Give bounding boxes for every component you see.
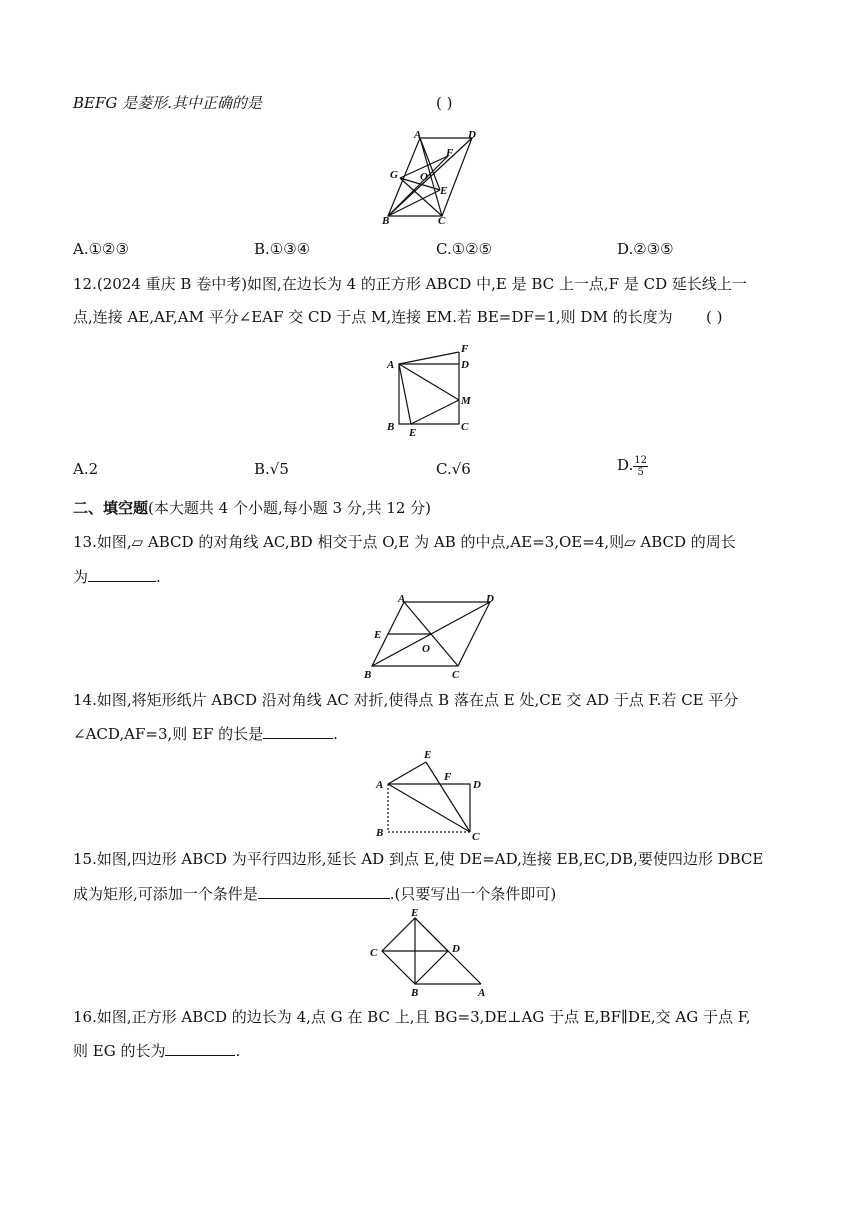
q14-label-d: D — [473, 779, 481, 791]
q14-answer-blank[interactable] — [263, 722, 333, 739]
q11-label-o: O — [420, 171, 428, 183]
q11-label-g: G — [390, 169, 398, 181]
q11-label-e: E — [440, 185, 448, 197]
q12-label-e: E — [409, 427, 417, 439]
q12-label-f: F — [461, 343, 469, 355]
q15-stem-line1: 15.如图,四边形 ABCD 为平行四边形,延长 AD 到点 E,使 DE=AD,连接 EB,EC,DB,要使四边形 DBCE — [73, 850, 764, 868]
q15-label-a: A — [478, 987, 486, 999]
q12-label-c: C — [461, 421, 469, 433]
q13-label-d: D — [486, 593, 494, 605]
q15-figure — [368, 906, 498, 998]
q13-stem-line2: 为 . — [73, 565, 161, 588]
q14-label-c: C — [472, 831, 480, 843]
q13-label-c: C — [452, 669, 460, 681]
q12-option-c: C.√6 — [436, 460, 471, 478]
q11-label-d: D — [468, 129, 476, 141]
q12-option-a: A.2 — [73, 460, 99, 478]
q15-label-e: E — [411, 907, 419, 919]
q12-stem-line2: 点,连接 AE,AF,AM 平分∠EAF 交 CD 于点 M,连接 EM.若 BE=DF=1,则 DM 的长度为 — [73, 308, 673, 326]
q11-figure — [380, 128, 490, 226]
q13-label-e: E — [374, 629, 382, 641]
q12-option-d-denominator: 5 — [637, 466, 644, 478]
q16-stem-line1: 16.如图,正方形 ABCD 的边长为 4,点 G 在 BC 上,且 BG=3,DE⊥AG 于点 E,BF∥DE,交 AG 于点 F, — [73, 1008, 751, 1026]
q11-label-a: A — [414, 129, 422, 141]
q12-option-d: D. $\frac{12}{5}$ — [617, 454, 647, 478]
q15-label-c: C — [370, 947, 378, 959]
q13-label-a: A — [398, 593, 406, 605]
q13-stem-line1: 13.如图,▱ ABCD 的对角线 AC,BD 相交于点 O,E 为 AB 的中点,AE=3,OE=4,则▱ ABCD 的周长 — [73, 533, 736, 551]
q16-answer-blank[interactable] — [165, 1039, 235, 1056]
q13-answer-blank[interactable] — [88, 565, 156, 582]
q15-stem-line2: 成为矩形,可添加一个条件是 .(只要写出一个条件即可) — [73, 882, 556, 905]
q12-label-m: M — [461, 395, 471, 407]
q11-option-a: A.①②③ — [73, 240, 129, 258]
q15-label-d: D — [452, 943, 460, 955]
q14-figure — [374, 748, 494, 843]
q12-label-d: D — [461, 359, 469, 371]
q15-answer-blank[interactable] — [258, 882, 390, 899]
q14-label-b: B — [376, 827, 384, 839]
q12-figure — [385, 342, 485, 440]
q11-option-b: B.①③④ — [254, 240, 311, 258]
q16-stem-line2: 则 EG 的长为 . — [73, 1039, 240, 1062]
q11-label-b: B — [382, 215, 390, 227]
q11-label-f: F — [446, 147, 454, 159]
q11-stem-tail: BEFG 是菱形.其中正确的是 — [73, 94, 262, 112]
q14-label-a: A — [376, 779, 384, 791]
q11-option-c: C.①②⑤ — [436, 240, 493, 258]
q11-option-d: D.②③⑤ — [617, 240, 674, 258]
q11-label-c: C — [438, 215, 446, 227]
section-fill-in-heading: 二、填空题(本大题共 4 个小题,每小题 3 分,共 12 分) — [73, 499, 432, 517]
q12-option-b: B.√5 — [254, 460, 289, 478]
q15-label-b: B — [411, 987, 419, 999]
q14-label-e: E — [424, 749, 432, 761]
q12-answer-paren: ( ) — [706, 308, 723, 326]
q14-stem-line2: ∠ACD,AF=3,则 EF 的长是 . — [73, 722, 338, 745]
q12-option-d-numerator: 12 — [634, 454, 647, 466]
q12-label-a: A — [387, 359, 395, 371]
q12-label-b: B — [387, 421, 395, 433]
q14-stem-line1: 14.如图,将矩形纸片 ABCD 沿对角线 AC 对折,使得点 B 落在点 E 处,CE 交 AD 于点 F.若 CE 平分 — [73, 691, 739, 709]
q11-answer-paren: ( ) — [436, 94, 453, 112]
q13-label-o: O — [422, 643, 430, 655]
q12-stem-line1: 12.(2024 重庆 B 卷中考)如图,在边长为 4 的正方形 ABCD 中,E 是 BC 上一点,F 是 CD 延长线上一 — [73, 275, 747, 293]
q13-figure — [362, 594, 502, 682]
q14-label-f: F — [444, 771, 452, 783]
q13-label-b: B — [364, 669, 372, 681]
